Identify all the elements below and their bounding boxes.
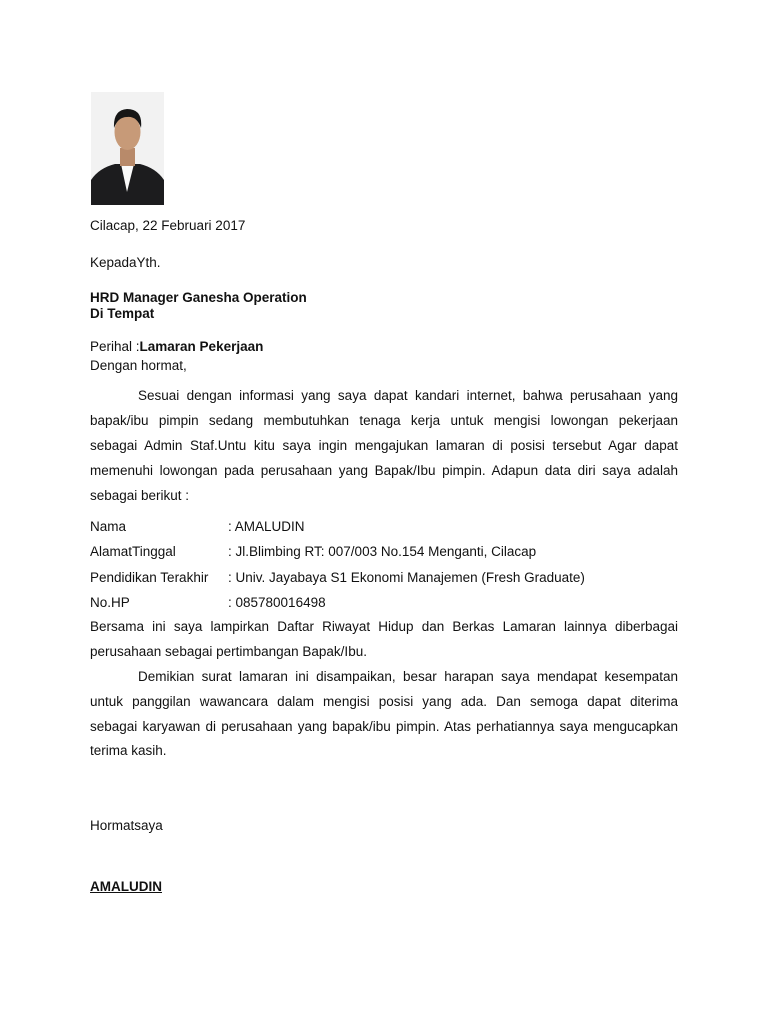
detail-row [90, 595, 678, 611]
detail-value: : Univ. Jayabaya S1 Ekonomi Manajemen (Fresh Graduate) [228, 570, 585, 585]
paragraph-line: memenuhi lowongan pada perusahaan yang Bapak/Ibu pimpin. Adapun data diri saya adalah [90, 463, 678, 478]
paragraph-line: sebagai Admin Staf.Untu kitu saya ingin mengajukan lamaran di posisi tersebut Agar dapat [90, 438, 678, 453]
detail-row [90, 570, 678, 586]
signature-name: AMALUDIN [90, 879, 162, 894]
paragraph-line: untuk panggilan wawancara dalam mengisi posisi yang ada. Dan semoga dapat diterima [90, 694, 678, 709]
recipient-line: HRD Manager Ganesha Operation [90, 290, 307, 305]
detail-value: : 085780016498 [228, 595, 326, 610]
applicant-photo [91, 92, 164, 205]
subject-label: Perihal : [90, 339, 140, 354]
paragraph-line: perusahaan sebagai pertimbangan Bapak/Ibu. [90, 644, 367, 659]
detail-label: Nama [90, 519, 127, 534]
detail-value: : Jl.Blimbing RT: 007/003 No.154 Menganti, Cilacap [228, 544, 537, 559]
detail-row [90, 544, 678, 560]
paragraph-line: Bersama ini saya lampirkan Daftar Riwayat Hidup dan Berkas Lamaran lainnya diberbagai [90, 619, 678, 634]
detail-value: : AMALUDIN [228, 519, 305, 534]
paragraph-line: terima kasih. [90, 743, 167, 758]
paragraph-line: sebagai berikut : [90, 488, 190, 503]
subject-line [90, 339, 678, 355]
recipient-line: Di Tempat [90, 306, 155, 321]
salutation-to: KepadaYth. [90, 255, 161, 270]
detail-label: No.HP [90, 595, 130, 610]
paragraph-line: Demikian surat lamaran ini disampaikan, besar harapan saya mendapat kesempatan [138, 669, 678, 684]
subject: Lamaran Pekerjaan [139, 339, 264, 354]
detail-label: AlamatTinggal [90, 544, 176, 559]
closing: Hormatsaya [90, 818, 163, 833]
detail-label: Pendidikan Terakhir [90, 570, 209, 585]
greeting: Dengan hormat, [90, 358, 187, 373]
paragraph-line: sebagai karyawan di perusahaan yang bapak/ibu pimpin. Atas perhatiannya saya mengucapkan [90, 719, 678, 734]
paragraph-line: bapak/ibu pimpin sedang membutuhkan tenaga kerja untuk mengisi lowongan pekerjaan [90, 413, 678, 428]
place-date: Cilacap, 22 Februari 2017 [90, 218, 246, 233]
detail-row [90, 519, 678, 535]
paragraph-line: Sesuai dengan informasi yang saya dapat kandari internet, bahwa perusahaan yang [138, 388, 678, 403]
